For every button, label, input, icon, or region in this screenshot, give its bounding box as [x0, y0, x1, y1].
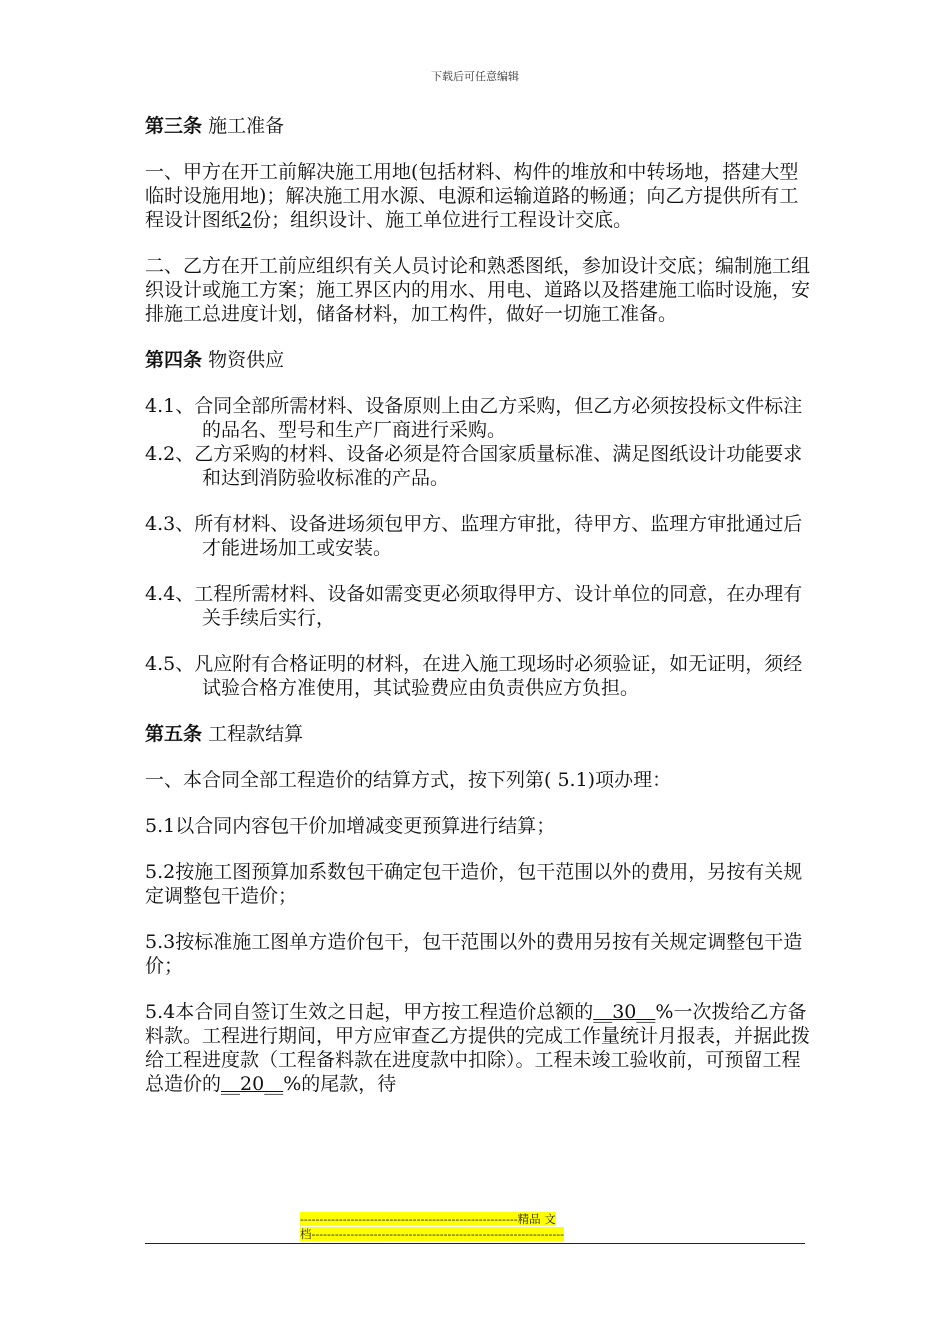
retention-percent: __20__ — [221, 1073, 284, 1095]
drawing-copies-count: 2 — [240, 209, 253, 231]
section-3-paragraph-2: 二、乙方在开工前应组织有关人员讨论和熟悉图纸，参加设计交底；编制施工组织设计或施工方案；施工界区内的用水、用电、道路以及搭建施工临时设施，安排施工总进度计划，储备材料，加工构件，做好一切施工准备。 — [145, 255, 811, 325]
section-4-heading — [145, 348, 815, 372]
clause-4-2: 4.2、乙方采购的材料、设备必须是符合国家质量标准、满足图纸设计功能要求和达到消防验收标准的产品。 — [145, 443, 803, 489]
section-5-paragraph-1: 一、本合同全部工程造价的结算方式，按下列第( 5.1)项办理： — [145, 769, 672, 791]
section-4-title: 物资供应 — [208, 349, 285, 371]
clause-4-3: 4.3、所有材料、设备进场须包甲方、监理方审批，待甲方、监理方审批通过后才能进场加工或安装。 — [145, 513, 803, 559]
s54-text-b: %一次拨给乙方备料款。工程进行期间，甲方应审查乙方提供的完成工作量统计月报表，并据此拨给工程进度款（工程备料款在进度款中扣除）。工程未竣工验收前，可预留工程总造价的 — [145, 1001, 811, 1095]
clause-4-4: 4.4、工程所需材料、设备如需变更必须取得甲方、设计单位的同意，在办理有关手续后实行， — [145, 583, 803, 629]
s3-p1-text-a: 一、甲方在开工前解决施工用地(包括材料、构件的堆放和中转场地，搭建大型临时设施用地)；解决施工用水源、电源和运输道路的畅通；向乙方提供所有工程设计图纸 — [145, 161, 799, 231]
s3-p1-text-b: 份；组织设计、施工单位进行工程设计交底。 — [252, 209, 633, 231]
advance-payment-percent: __30__ — [593, 1001, 656, 1023]
clause-5-3: 5.3按标准施工图单方造价包干，包干范围以外的费用另按有关规定调整包干造价； — [145, 931, 803, 977]
clause-4-5: 4.5、凡应附有合格证明的材料，在进入施工现场时必须验证，如无证明，须经试验合格方准使用，其试验费应由负责供应方负担。 — [145, 653, 803, 699]
clause-5-2: 5.2按施工图预算加系数包干确定包干造价，包干范围以外的费用，另按有关规定调整包干造价； — [145, 861, 803, 907]
section-3-title: 施工准备 — [208, 115, 285, 137]
footer-line-1: --------------------------------------------------------精品 文 — [300, 1212, 556, 1226]
footer-watermark — [300, 1212, 646, 1242]
clause-5-1: 5.1以合同内容包干价加增减变更预算进行结算； — [145, 815, 556, 837]
section-5-number: 第五条 — [145, 723, 203, 745]
clause-4-1: 4.1、合同全部所需材料、设备原则上由乙方采购，但乙方必须按投标文件标注的品名、型号和生产厂商进行采购。 — [145, 395, 803, 441]
section-3-heading — [145, 114, 815, 138]
clause-5-4 — [145, 1000, 815, 1096]
footer-line-2: 档----------------------------------------------------------------- — [300, 1227, 565, 1241]
page-header: 下载后可任意编辑 — [431, 70, 519, 83]
section-5-heading — [145, 722, 815, 746]
footer-divider — [145, 1243, 805, 1244]
section-5-title: 工程款结算 — [208, 723, 304, 745]
s54-text-c: %的尾款，待 — [283, 1073, 397, 1095]
section-4-number: 第四条 — [145, 349, 203, 371]
s54-text-a: 5.4本合同自签订生效之日起，甲方按工程造价总额的 — [145, 1001, 594, 1023]
section-3-paragraph-1 — [145, 160, 815, 232]
section-3-number: 第三条 — [145, 115, 203, 137]
document-body — [145, 114, 815, 1096]
